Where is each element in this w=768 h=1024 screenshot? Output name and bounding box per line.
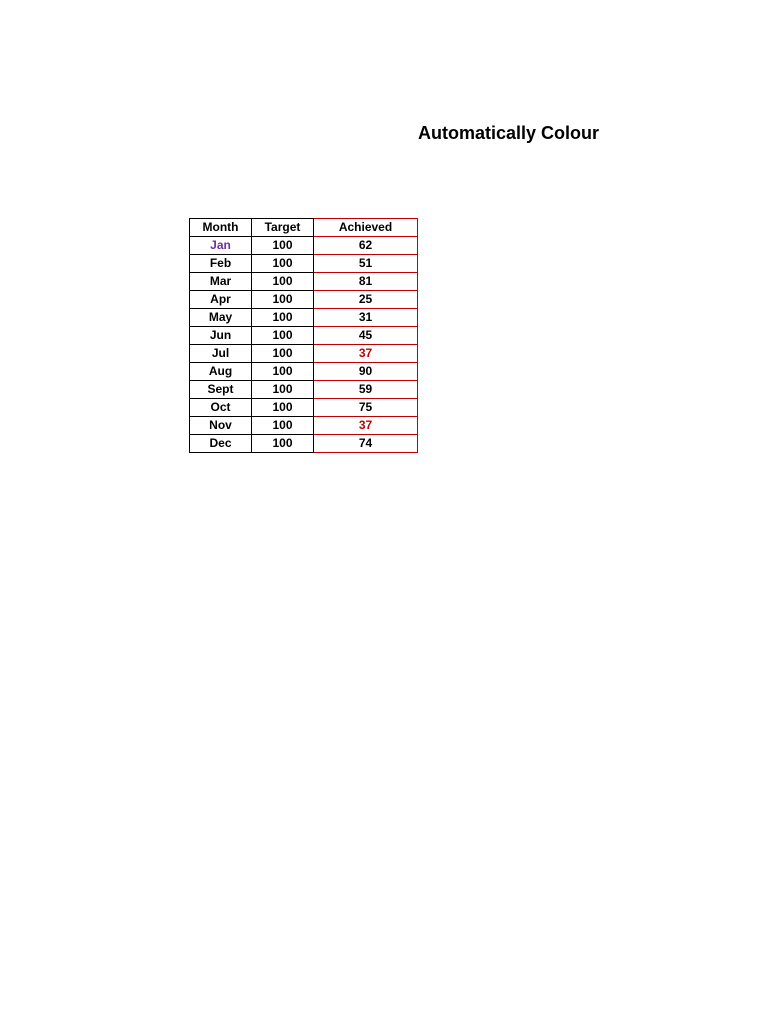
achieved-cell: 59 [314, 381, 418, 399]
table-row [190, 363, 418, 381]
achieved-cell: 45 [314, 327, 418, 345]
month-cell: Jan [190, 237, 252, 255]
month-cell: Aug [190, 363, 252, 381]
achieved-cell: 74 [314, 435, 418, 453]
data-table [189, 218, 418, 453]
month-cell: May [190, 309, 252, 327]
target-cell: 100 [252, 399, 314, 417]
target-cell: 100 [252, 309, 314, 327]
achieved-cell: 37 [314, 417, 418, 435]
target-cell: 100 [252, 417, 314, 435]
table-header-row [190, 219, 418, 237]
target-cell: 100 [252, 435, 314, 453]
month-cell: Nov [190, 417, 252, 435]
table-row [190, 237, 418, 255]
achieved-cell: 62 [314, 237, 418, 255]
table-row [190, 309, 418, 327]
target-cell: 100 [252, 273, 314, 291]
achieved-cell: 37 [314, 345, 418, 363]
month-cell: Jun [190, 327, 252, 345]
target-cell: 100 [252, 255, 314, 273]
table-row [190, 417, 418, 435]
month-cell: Mar [190, 273, 252, 291]
achieved-cell: 25 [314, 291, 418, 309]
target-cell: 100 [252, 291, 314, 309]
achieved-cell: 31 [314, 309, 418, 327]
target-cell: 100 [252, 327, 314, 345]
table-row [190, 399, 418, 417]
table-row [190, 273, 418, 291]
table-row [190, 381, 418, 399]
month-cell: Jul [190, 345, 252, 363]
month-cell: Feb [190, 255, 252, 273]
achieved-cell: 90 [314, 363, 418, 381]
month-cell: Dec [190, 435, 252, 453]
table-row [190, 291, 418, 309]
achieved-cell: 51 [314, 255, 418, 273]
column-header-month: Month [190, 219, 252, 237]
target-cell: 100 [252, 237, 314, 255]
target-cell: 100 [252, 363, 314, 381]
target-cell: 100 [252, 381, 314, 399]
achieved-cell: 75 [314, 399, 418, 417]
table-row [190, 255, 418, 273]
page-title: Automatically Colour [418, 123, 600, 143]
target-cell: 100 [252, 345, 314, 363]
column-header-target: Target [252, 219, 314, 237]
month-cell: Sept [190, 381, 252, 399]
achieved-cell: 81 [314, 273, 418, 291]
month-cell: Apr [190, 291, 252, 309]
table-row [190, 435, 418, 453]
table-row [190, 345, 418, 363]
column-header-achieved: Achieved [314, 219, 418, 237]
month-cell: Oct [190, 399, 252, 417]
table-row [190, 327, 418, 345]
